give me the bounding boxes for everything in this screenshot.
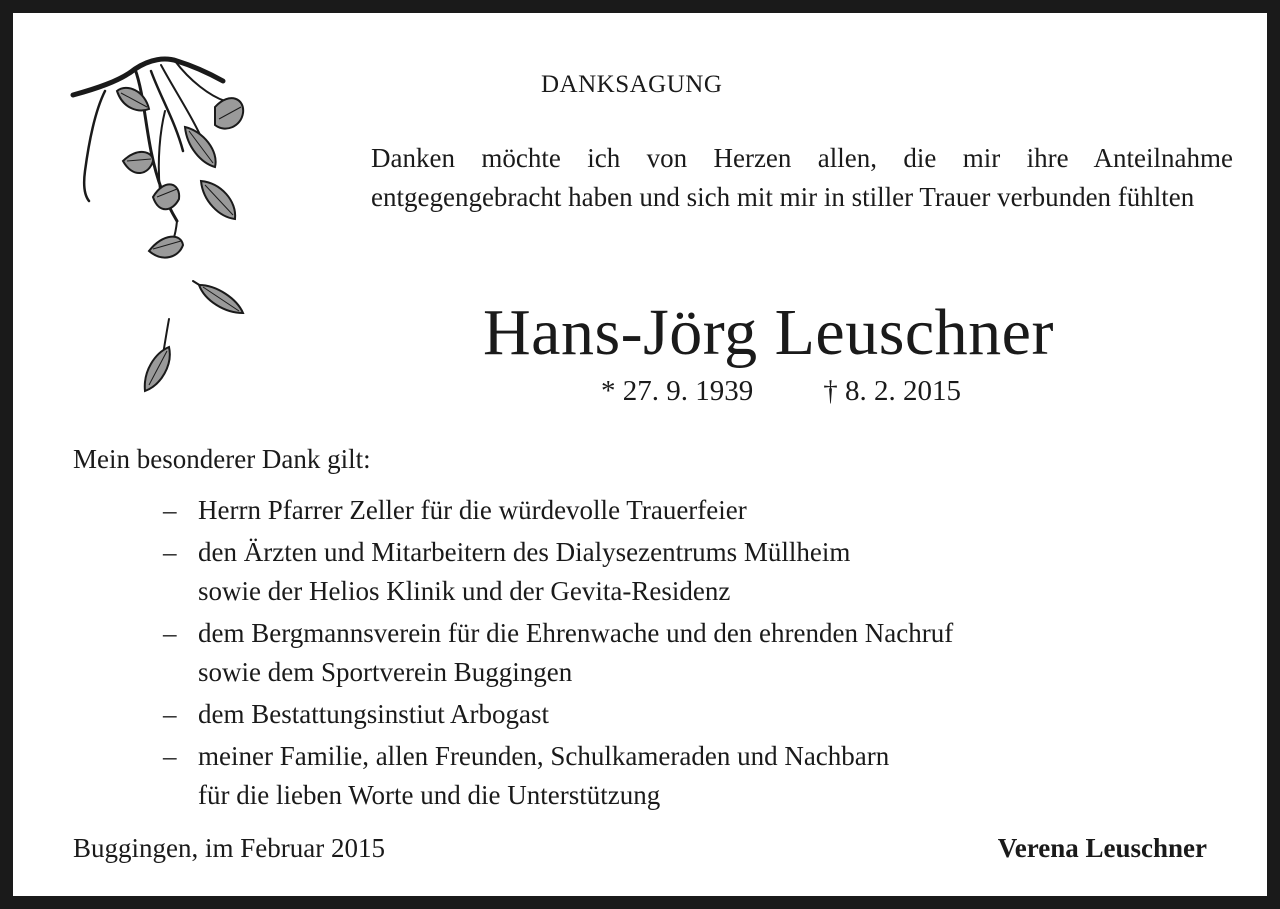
thanks-list bbox=[163, 491, 1243, 818]
deceased-name: Hans-Jörg Leuschner bbox=[483, 296, 1054, 369]
birth-date: * 27. 9. 1939 bbox=[601, 375, 754, 407]
list-dash: – bbox=[163, 537, 177, 567]
list-item-line: für die lieben Worte und die Unterstützung bbox=[198, 780, 661, 810]
list-item bbox=[163, 737, 1243, 815]
list-item bbox=[163, 491, 1243, 530]
birch-branch-icon bbox=[65, 51, 265, 411]
list-dash: – bbox=[163, 495, 177, 525]
list-item-line: Herrn Pfarrer Zeller für die würdevolle Trauerfeier bbox=[198, 495, 747, 525]
notice-heading: DANKSAGUNG bbox=[541, 71, 723, 98]
list-dash: – bbox=[163, 618, 177, 648]
list-item-line: dem Bestattungsinstiut Arbogast bbox=[198, 699, 549, 729]
list-item bbox=[163, 695, 1243, 734]
place-date: Buggingen, im Februar 2015 bbox=[73, 833, 385, 863]
list-dash: – bbox=[163, 741, 177, 771]
death-date: † 8. 2. 2015 bbox=[823, 375, 961, 407]
thanks-title: Mein besonderer Dank gilt: bbox=[73, 444, 371, 474]
list-dash: – bbox=[163, 699, 177, 729]
list-item-line: meiner Familie, allen Freunden, Schulkameraden und Nachbarn bbox=[198, 741, 890, 771]
list-item bbox=[163, 614, 1243, 692]
list-item bbox=[163, 533, 1243, 611]
list-item-line: sowie dem Sportverein Buggingen bbox=[198, 657, 573, 687]
life-dates bbox=[601, 375, 961, 408]
list-item-line: dem Bergmannsverein für die Ehrenwache und den ehrenden Nachruf bbox=[198, 618, 954, 648]
list-item-line: sowie der Helios Klinik und der Gevita-Residenz bbox=[198, 576, 731, 606]
signer-name: Verena Leuschner bbox=[997, 833, 1207, 863]
intro-text: Danken möchte ich von Herzen allen, die mir ihre Anteilnahme entgegengebracht haben und sich mit mir in stiller Trauer verbunden fühlten bbox=[371, 143, 1233, 212]
list-item-line: den Ärzten und Mitarbeitern des Dialysezentrums Müllheim bbox=[198, 537, 851, 567]
